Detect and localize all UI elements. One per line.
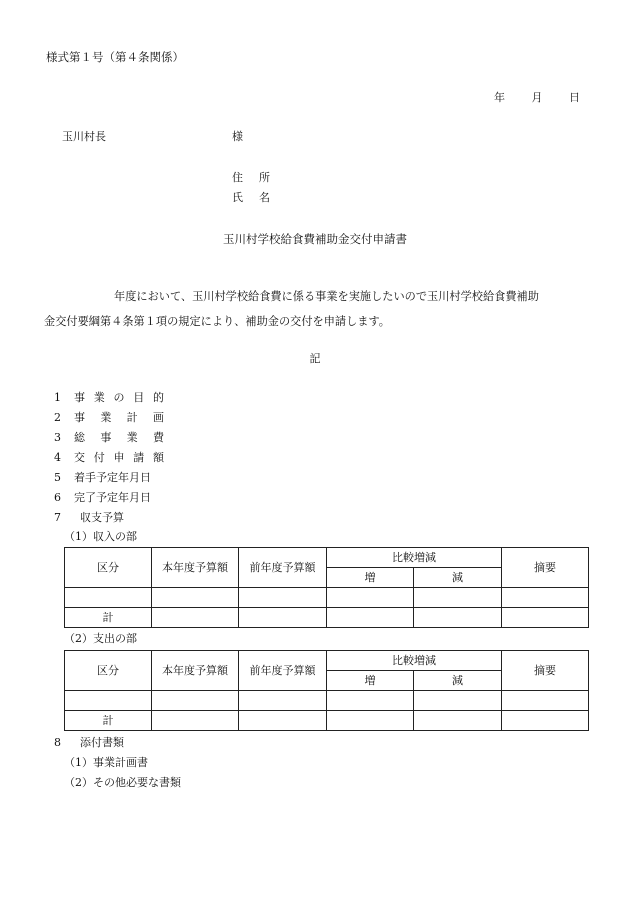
total-label: 計	[65, 711, 152, 731]
item-plan: 事 業 計 画	[74, 411, 164, 424]
body-line-2: 金交付要綱第４条第１項の規定により、補助金の交付を申請します。	[44, 315, 390, 328]
header-previous-budget: 前年度予算額	[239, 548, 327, 588]
header-decrease: 減	[414, 568, 502, 588]
item-number: 4	[54, 451, 61, 464]
addressee-name: 玉川村長	[62, 130, 106, 143]
header-comparison: 比較増減	[327, 651, 502, 671]
header-category: 区分	[65, 548, 152, 588]
date-day: 日	[569, 91, 580, 104]
address-label: 住 所	[232, 171, 270, 184]
table-total-row	[65, 711, 589, 731]
date-line	[494, 92, 580, 103]
header-decrease: 減	[414, 671, 502, 691]
header-increase: 増	[327, 568, 414, 588]
date-year: 年	[494, 91, 505, 104]
header-increase: 増	[327, 671, 414, 691]
attachment-item: （1）事業計画書	[64, 756, 148, 769]
expense-section-label: （2）支出の部	[64, 632, 137, 645]
header-remarks: 摘要	[502, 651, 589, 691]
item-budget: 収支予算	[80, 511, 124, 524]
item-completion-date: 完了予定年月日	[74, 491, 151, 504]
header-current-budget: 本年度予算額	[152, 548, 239, 588]
item-purpose: 事 業 の 目 的	[74, 391, 164, 404]
document-title: 玉川村学校給食費補助金交付申請書	[223, 232, 407, 246]
addressee-honorific: 様	[232, 130, 243, 143]
date-month: 月	[531, 91, 543, 104]
table-row	[65, 588, 589, 608]
item-number: 2	[54, 411, 61, 424]
attachment-item: （2）その他必要な書類	[64, 776, 181, 789]
item-number: 5	[54, 471, 61, 484]
item-number: 1	[54, 391, 61, 404]
header-comparison: 比較増減	[327, 548, 502, 568]
header-remarks: 摘要	[502, 548, 589, 588]
ki-heading: 記	[309, 352, 321, 365]
item-start-date: 着手予定年月日	[74, 471, 151, 484]
item-number: 6	[54, 491, 61, 504]
form-number: 様式第１号（第４条関係）	[46, 50, 184, 64]
item-grant-amount: 交 付 申 請 額	[74, 451, 164, 464]
item-number: 7	[54, 511, 61, 524]
attachments-label: 添付書類	[80, 736, 124, 749]
table-row	[65, 691, 589, 711]
income-section-label: （1）収入の部	[64, 530, 137, 543]
header-previous-budget: 前年度予算額	[239, 651, 327, 691]
attachments-number: 8	[54, 736, 61, 749]
table-total-row	[65, 608, 589, 628]
total-label: 計	[65, 608, 152, 628]
body-paragraph	[44, 284, 592, 334]
header-category: 区分	[65, 651, 152, 691]
body-line-1: 年度において、玉川村学校給食費に係る事業を実施したいので玉川村学校給食費補助	[114, 290, 539, 303]
expense-table	[64, 650, 589, 731]
name-label: 氏 名	[232, 191, 270, 204]
income-table	[64, 547, 589, 628]
item-number: 3	[54, 431, 61, 444]
header-current-budget: 本年度予算額	[152, 651, 239, 691]
item-total-cost: 総 事 業 費	[74, 431, 164, 444]
